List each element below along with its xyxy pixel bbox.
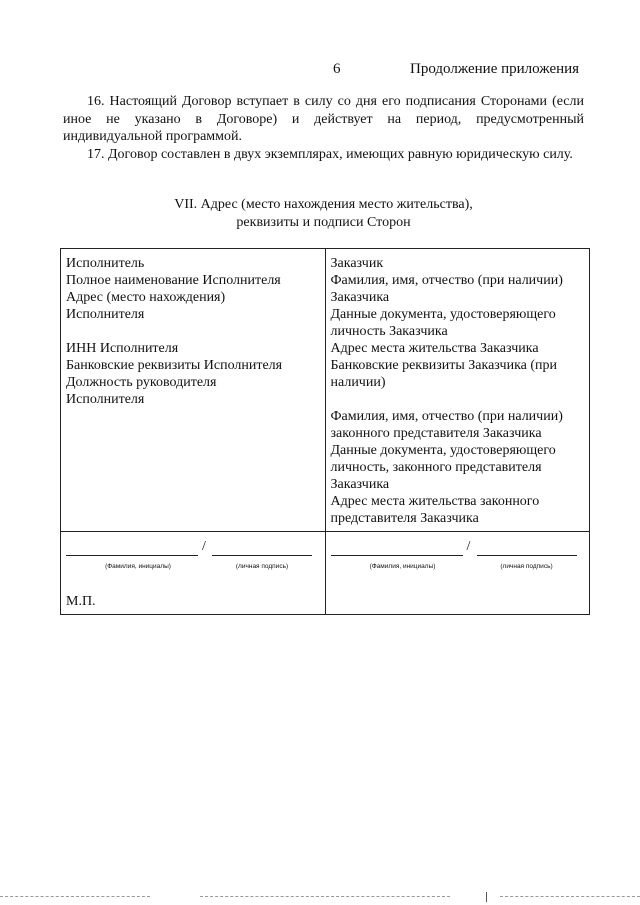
section-title xyxy=(63,196,584,231)
customer-line: личность, законного представителя xyxy=(330,460,542,475)
signature-row xyxy=(61,532,590,615)
customer-line: Заказчика xyxy=(330,477,390,492)
executor-line: Исполнителя xyxy=(66,307,145,322)
customer-line: Адрес места жительства законного xyxy=(330,494,540,509)
customer-signature-captions xyxy=(331,558,585,575)
executor-line: ИНН Исполнителя xyxy=(66,341,179,356)
paragraph-17: 17. Договор составлен в двух экземплярах, имеющих равную юридическую силу. xyxy=(87,146,573,162)
sign-caption: (личная подпись) xyxy=(500,563,553,570)
executor-line: Исполнителя xyxy=(66,392,145,407)
executor-line: Должность руководителя xyxy=(66,375,217,390)
customer-gap xyxy=(331,391,585,408)
stamp-placeholder: М.П. xyxy=(66,594,96,609)
edge-dash xyxy=(0,896,150,897)
customer-line: Банковские реквизиты Заказчика (при xyxy=(330,358,558,373)
edge-dash xyxy=(200,896,450,897)
executor-signature-captions xyxy=(66,558,320,575)
executor-line: Полное наименование Исполнителя xyxy=(66,273,281,288)
edge-dash xyxy=(500,896,640,897)
section-title-line-1: VII. Адрес (место нахождения место жительства), xyxy=(174,197,473,212)
requisites-row xyxy=(61,249,590,532)
customer-line: личность Заказчика xyxy=(330,324,448,339)
executor-gap xyxy=(66,323,320,340)
customer-line: Фамилия, имя, отчество (при наличии) xyxy=(330,273,563,288)
executor-name-line xyxy=(66,539,198,556)
customer-sign-line xyxy=(477,539,577,556)
section-title-line-2: реквизиты и подписи Сторон xyxy=(236,214,411,230)
executor-line: Банковские реквизиты Исполнителя xyxy=(66,358,283,373)
customer-line: наличии) xyxy=(330,375,386,390)
customer-signature-cell xyxy=(325,532,590,615)
executor-line: Адрес (место нахождения) xyxy=(66,290,226,305)
customer-line: Данные документа, удостоверяющего xyxy=(330,307,556,322)
customer-line: представителя Заказчика xyxy=(330,511,479,526)
signature-slash: / xyxy=(466,539,471,554)
sign-caption: (личная подпись) xyxy=(235,563,289,570)
requisites-table xyxy=(60,248,590,615)
edge-tick xyxy=(486,892,487,902)
executor-sign-line xyxy=(212,539,312,556)
page-header xyxy=(0,61,640,81)
customer-line: Заказчик xyxy=(330,256,384,271)
customer-line: Адрес места жительства Заказчика xyxy=(330,341,539,356)
executor-line: Исполнитель xyxy=(66,256,145,271)
signature-slash: / xyxy=(202,539,206,554)
customer-line: Заказчика xyxy=(330,290,390,305)
customer-cell xyxy=(325,249,590,532)
paragraph-16: 16. Настоящий Договор вступает в силу со дня его подписания Сторонами (если иное не указано в Договоре) и действует на период, предусмотренный индивидуальной программой. xyxy=(63,94,584,144)
name-caption: (Фамилия, инициалы) xyxy=(105,563,171,570)
page-number: 6 xyxy=(333,61,341,77)
executor-signature-lines xyxy=(66,538,320,556)
customer-name-line xyxy=(331,539,463,556)
customer-line: законного представителя Заказчика xyxy=(330,426,542,441)
executor-signature-cell xyxy=(61,532,326,615)
scan-edge-marks xyxy=(0,890,640,904)
header-note: Продолжение приложения xyxy=(410,61,580,77)
executor-cell xyxy=(61,249,326,532)
contract-body xyxy=(63,93,584,163)
name-caption: (Фамилия, инициалы) xyxy=(369,563,436,570)
customer-line: Данные документа, удостоверяющего xyxy=(330,443,556,458)
customer-line: Фамилия, имя, отчество (при наличии) xyxy=(330,409,563,424)
customer-signature-lines xyxy=(331,538,585,556)
